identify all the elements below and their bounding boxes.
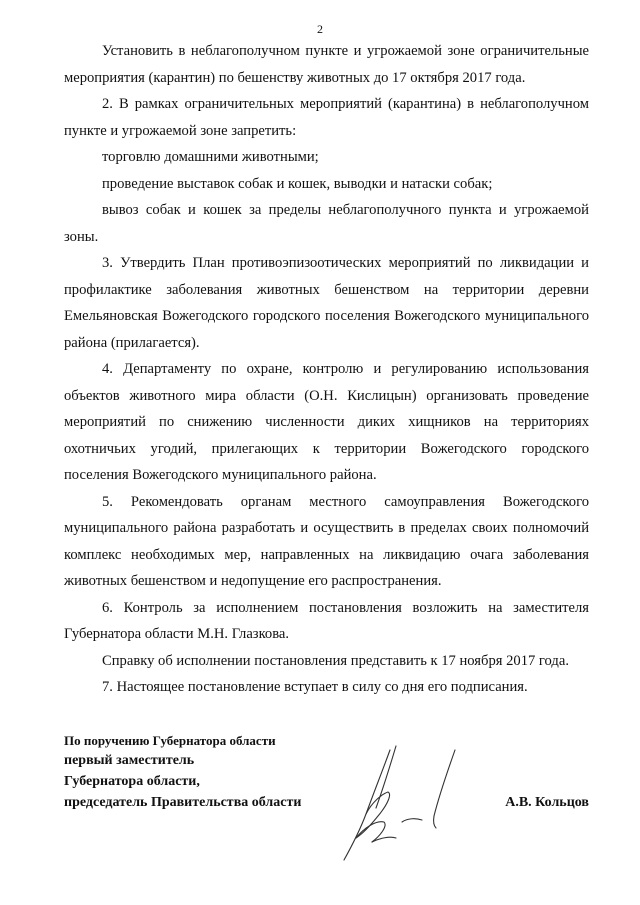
paragraph-3-plan: 3. Утвердить План противоэпизоотических мероприятий по ликвидации и профилактике заболевания животных бешенством на территории деревни Емельяновская Вожегодского городского поселения Вожегодского муниципального района (прилагается). xyxy=(64,255,589,351)
paragraph-quarantine: Установить в неблагополучном пункте и угрожаемой зоне ограничительные мероприятия (карантин) по бешенству животных до 17 октября 2017 года. xyxy=(64,43,589,86)
signature-title-line-3: председатель Правительства области xyxy=(64,795,302,810)
paragraph-6-control: 6. Контроль за исполнением постановления возложить на заместителя Губернатора области М.Н. Глазкова. xyxy=(64,599,589,642)
prohibition-item-trade: торговлю домашними животными; xyxy=(102,149,319,165)
paragraph-report: Справку об исполнении постановления представить к 17 ноября 2017 года. xyxy=(102,652,569,669)
signature-title-line-2: Губернатора области, xyxy=(64,774,200,789)
page-number: 2 xyxy=(317,22,323,36)
signature-title-line-1: первый заместитель xyxy=(64,753,195,768)
prohibition-item-exhibitions: проведение выставок собак и кошек, выводки и натаски собак; xyxy=(102,175,493,192)
prohibition-item-export: вывоз собак и кошек за пределы неблагополучного пункта и угрожаемой зоны. xyxy=(64,202,589,245)
signature-authority-line: По поручению Губернатора области xyxy=(64,733,276,748)
paragraph-4-department: 4. Департаменту по охране, контролю и регулированию использования объектов животного мира области (О.Н. Кислицын) организовать проведение мероприятий по снижению численности диких хищников на территориях охотничьих угодий, прилегающих к территории Вожегодского городского поселения Вожегодского муниципального района. xyxy=(64,361,589,483)
paragraph-7-effective: 7. Настоящее постановление вступает в силу со дня его подписания. xyxy=(102,679,528,695)
paragraph-2-prohibit: 2. В рамках ограничительных мероприятий (карантина) в неблагополучном пункте и угрожаемой зоне запретить: xyxy=(64,96,589,139)
signer-name: А.В. Кольцов xyxy=(505,795,589,810)
paragraph-5-recommend: 5. Рекомендовать органам местного самоуправления Вожегодского муниципального района разработать и осуществить в пределах своих полномочий комплекс необходимых мер, направленных на ликвидацию очага заболевания животных бешенством и недопущение его распространения. xyxy=(64,493,589,589)
handwritten-signature xyxy=(330,742,460,867)
document-body xyxy=(64,38,589,701)
